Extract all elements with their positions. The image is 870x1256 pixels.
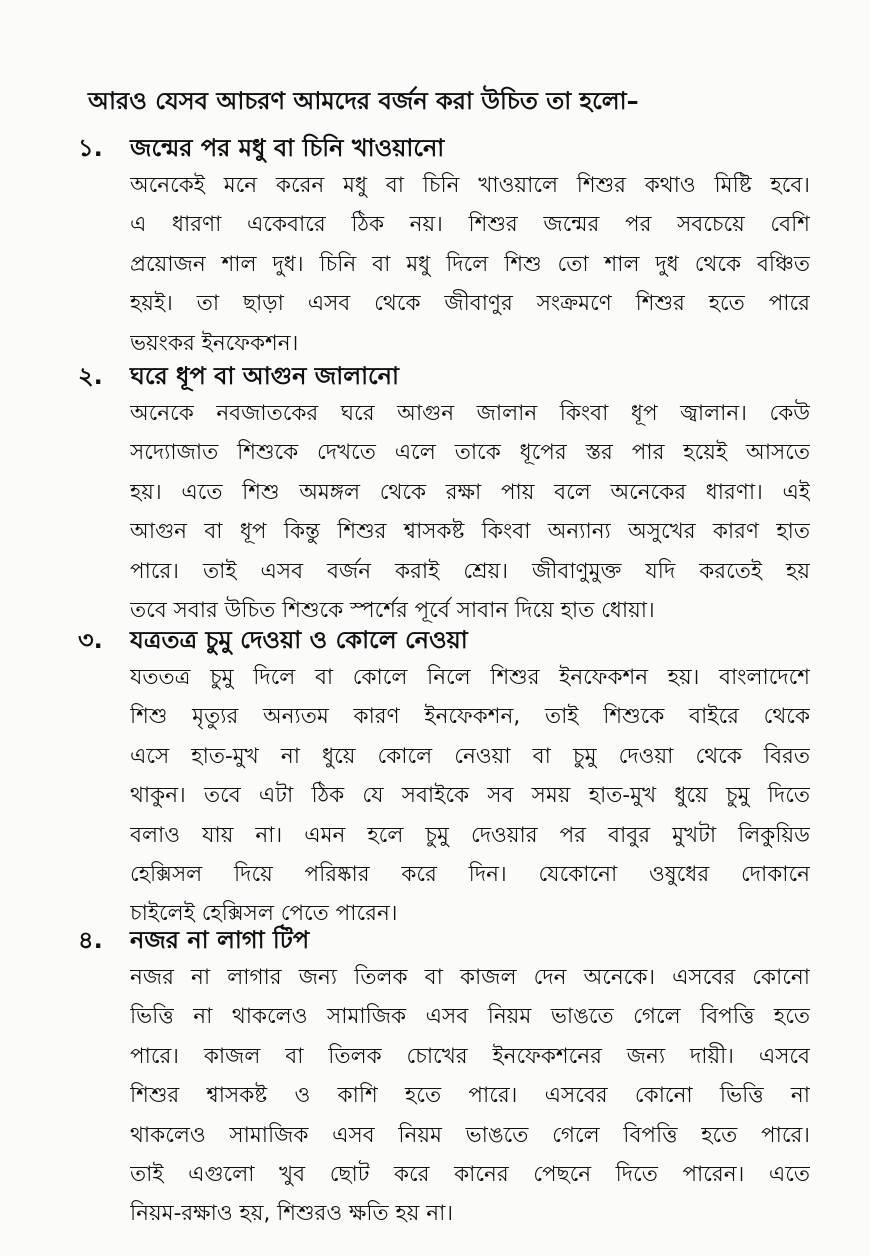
paragraph-line: প্রয়োজন শাল দুধ। চিনি বা মধু দিলে শিশু তো শাল দুধ থেকে বঞ্চিত (130, 251, 810, 277)
section-title: নজর না লাগা টিপ (130, 926, 310, 954)
paragraph-line: হয়। এতে শিশু অমঙ্গল থেকে রক্ষা পায় বলে অনেকের ধারণা। এই (130, 479, 810, 505)
section-heading (78, 358, 818, 394)
section-heading (78, 130, 818, 166)
section-heading (78, 922, 818, 958)
paragraph-line: শিশুর শ্বাসকষ্ট ও কাশি হতে পারে। এসবের কোনো ভিত্তি না (130, 1083, 810, 1109)
section-3 (78, 622, 818, 934)
paragraph-line: আগুন বা ধূপ কিন্তু শিশুর শ্বাসকষ্ট কিংবা অন্যান্য অসুখের কারণ হাত (130, 519, 810, 545)
paragraph-line: চাইলেই হেক্সিসল পেতে পারেন। (130, 901, 398, 927)
section-4 (78, 922, 818, 1234)
intro-heading: আরও যেসব আচরণ আমদের বর্জন করা উচিত তা হলো– (88, 87, 639, 115)
paragraph-line: অনেকেই মনে করেন মধু বা চিনি খাওয়ালে শিশুর কথাও মিষ্টি হবে। (130, 173, 810, 198)
section-1 (78, 130, 818, 363)
section-title: যত্রতত্র চুমু দেওয়া ও কোলে নেওয়া (130, 626, 468, 654)
paragraph-line: নজর না লাগার জন্য তিলক বা কাজল দেন অনেকে। এসবের কোনো (130, 965, 810, 990)
section-heading (78, 622, 818, 658)
paragraph-line: এসে হাত-মুখ না ধুয়ে কোলে নেওয়া বা চুমু দেওয়া থেকে বিরত (130, 743, 810, 769)
paragraph-line: বলাও যায় না। এমন হলে চুমু দেওয়ার পর বাবুর মুখটা লিকুয়িড (130, 822, 810, 848)
paragraph-line: অনেকে নবজাতকের ঘরে আগুন জালান কিংবা ধূপ জ্বালান। কেউ (130, 401, 810, 426)
paragraph-line: পারে। তাই এসব বর্জন করাই শ্রেয়। জীবাণুমুক্ত যদি করতেই হয় (130, 558, 810, 584)
paragraph-line: শিশু মৃত্যুর অন্যতম কারণ ইনফেকশন, তাই শিশুকে বাইরে থেকে (130, 704, 810, 730)
paragraph-line: নিয়ম-রক্ষাও হয়, শিশুরও ক্ষতি হয় না। (130, 1201, 454, 1227)
paragraph-line: তাই এগুলো খুব ছোট করে কানের পেছনে দিতে পারেন। এতে (130, 1161, 810, 1187)
paragraph-line: এ ধারণা একেবারে ঠিক নয়। শিশুর জন্মের পর সবচেয়ে বেশি (130, 212, 810, 238)
paragraph-line: হয়ই। তা ছাড়া এসব থেকে জীবাণুর সংক্রমণে শিশুর হতে পারে (130, 291, 810, 317)
paragraph-line: হেক্সিসল দিয়ে পরিষ্কার করে দিন। যেকোনো ওষুধের দোকানে (130, 861, 810, 887)
section-2 (78, 358, 818, 630)
section-number: ২. (78, 362, 103, 390)
paragraph-line: যততত্র চুমু দিলে বা কোলে নিলে শিশুর ইনফেকশন হয়। বাংলাদেশে (130, 665, 810, 690)
section-body (130, 166, 810, 363)
paragraph-line: তবে সবার উচিত শিশুকে স্পর্শের পূর্বে সাবান দিয়ে হাত ধোয়া। (130, 597, 655, 623)
paragraph-line: ভিত্তি না থাকলেও সামাজিক এসব নিয়ম ভাঙতে গেলে বিপত্তি হতে (130, 1004, 810, 1030)
section-number: ৩. (78, 626, 103, 654)
section-body (130, 394, 810, 630)
paragraph-line: থাকুন। তবে এটা ঠিক যে সবাইকে সব সময় হাত-মুখ ধুয়ে চুমু দিতে (130, 783, 810, 809)
paragraph-line: সদ্যোজাত শিশুকে দেখতে এলে তাকে ধূপের স্তর পার হয়েই আসতে (130, 440, 810, 466)
paragraph-line: ভয়ংকর ইনফেকশন। (130, 330, 299, 356)
section-title: ঘরে ধূপ বা আগুন জালানো (130, 362, 399, 390)
section-number: ১. (78, 134, 103, 162)
paragraph-line: পারে। কাজল বা তিলক চোখের ইনফেকশনের জন্য দায়ী। এসবে (130, 1043, 810, 1069)
section-body (130, 658, 810, 934)
section-number: ৪. (78, 926, 103, 954)
section-title: জন্মের পর মধু বা চিনি খাওয়ানো (130, 134, 445, 162)
paragraph-line: থাকলেও সামাজিক এসব নিয়ম ভাঙতে গেলে বিপত্তি হতে পারে। (130, 1122, 810, 1148)
section-body (130, 958, 810, 1234)
